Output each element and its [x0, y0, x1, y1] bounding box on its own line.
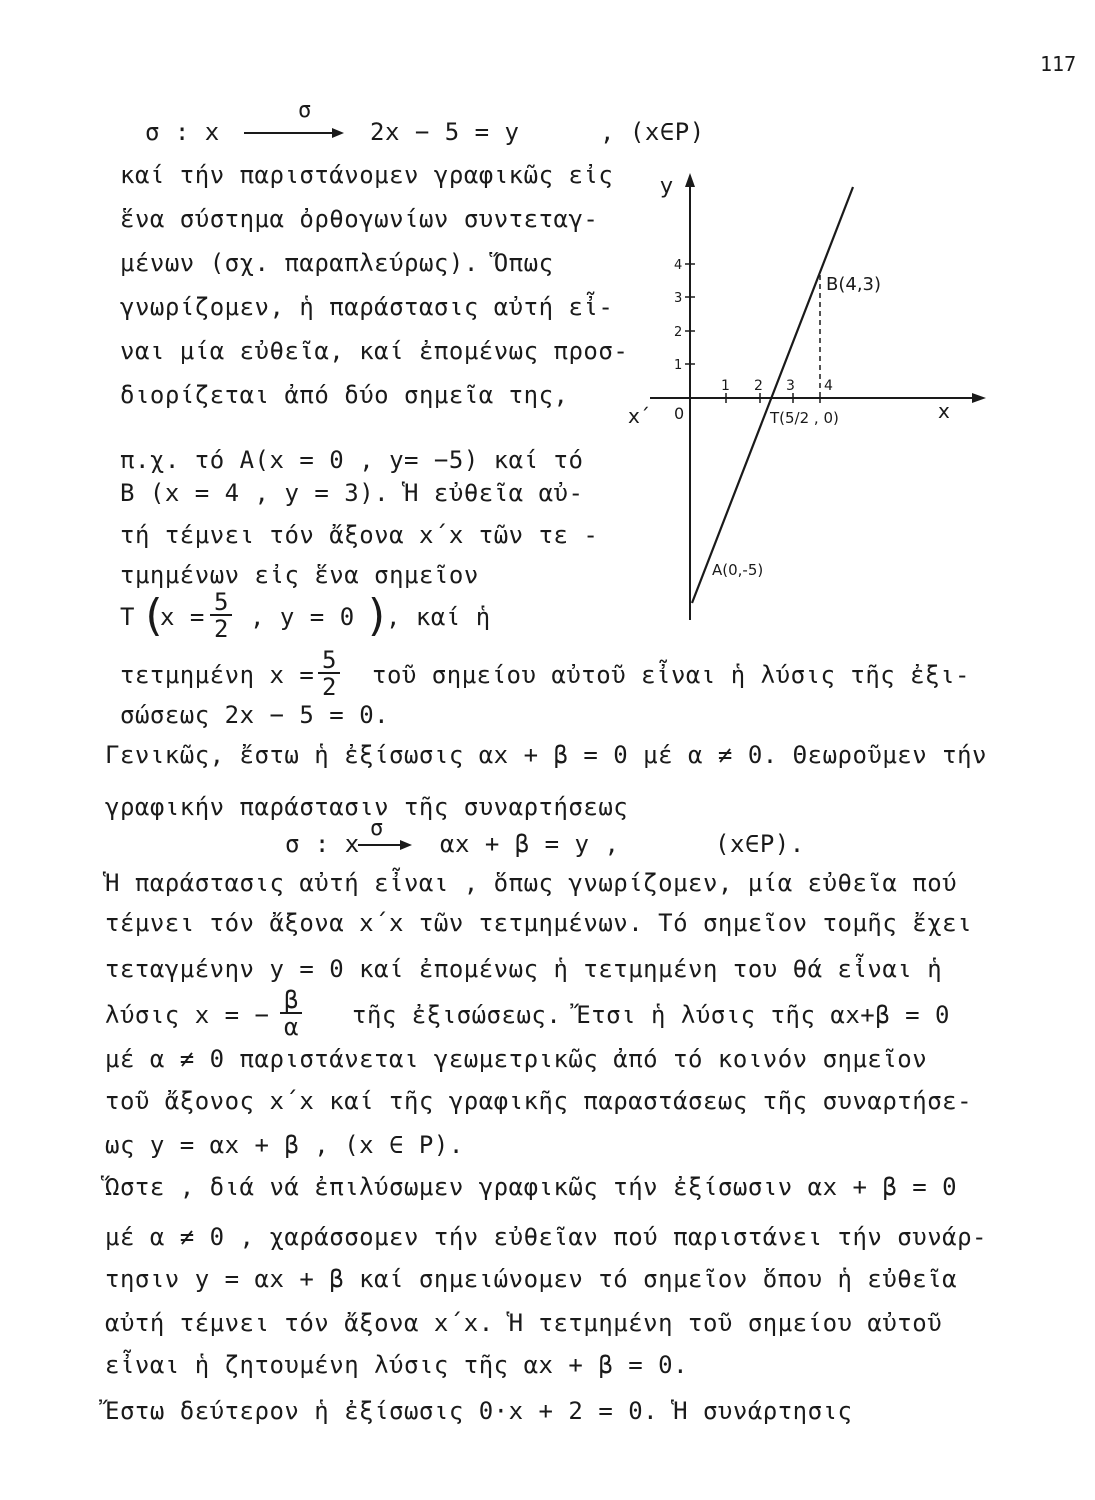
- abscissa-suffix: τοῦ σημείου αὐτοῦ εἶναι ἡ λύσις τῆς ἐξι-: [372, 661, 970, 689]
- t-point-suffix: , καί ἡ: [386, 603, 491, 631]
- x-axis-label: x: [938, 399, 950, 423]
- general-line: τέμνει τόν ἄξονα x΄x τῶν τετμημένων. Τό σημεῖον τομῆς ἔχει: [105, 909, 973, 937]
- conclusion-line: μέ α ≠ 0 , χαράσσομεν τήν εὐθεῖαν πού παριστάνει τήν συνάρ-: [105, 1223, 988, 1251]
- general-line: τοῦ ἄξονος x΄x καί τῆς γραφικῆς παραστάσεως τῆς συναρτήσε-: [105, 1087, 973, 1115]
- point-a-label: A(0,-5): [712, 561, 764, 579]
- general-line: Γενικῶς, ἔστω ἡ ἐξίσωσις αx + β = 0 μέ α ≠ 0. Θεωροῦμεν τήν: [105, 741, 988, 769]
- x-neg-axis-label: x΄: [628, 404, 650, 428]
- intro-line: ἕνα σύστημα ὀρθογωνίων συντεταγ-: [120, 205, 599, 233]
- fraction-denominator: α: [284, 1013, 299, 1041]
- y-tick-label: 4: [674, 258, 683, 273]
- general-line: τεταγμένην y = 0 καί ἐπομένως ἡ τετμημένη του θά εἶναι ἡ: [105, 955, 943, 983]
- intro-line: ναι μία εὐθεῖα, καί ἐπομένως προσ-: [120, 337, 629, 365]
- page-number: 117: [1040, 52, 1077, 76]
- general-mapping-arrow-icon: [356, 838, 416, 852]
- conclusion-line: αὐτή τέμνει τόν ἄξονα x΄x. Ἡ τετμημένη τοῦ σημείου αὐτοῦ: [105, 1309, 943, 1337]
- graph-line: [692, 187, 853, 603]
- solution-suffix: τῆς ἐξισώσεως. Ἔτσι ἡ λύσις τῆς αx+β = 0: [352, 1001, 950, 1029]
- y-tick-label: 3: [674, 291, 683, 306]
- mapping-arrow-icon: [242, 126, 347, 140]
- intro-line: B (x = 4 , y = 3). Ἡ εὐθεῖα αὐ-: [120, 479, 584, 507]
- intro-mapping-rhs: 2x − 5 = y: [370, 118, 520, 146]
- fraction-numerator: 5: [318, 648, 340, 674]
- fraction-denominator: 2: [214, 615, 229, 643]
- intro-line: μένων (σχ. παραπλεύρως). Ὅπως: [120, 249, 554, 277]
- general-line: μέ α ≠ 0 παριστάνεται γεωμετρικῶς ἀπό τό κοινόν σημεῖον: [105, 1045, 928, 1073]
- general-mapping-rhs: αx + β = y ,: [440, 830, 620, 858]
- intro-mapping-lhs: σ : x: [145, 118, 220, 146]
- t-point-open-paren: (: [140, 590, 167, 641]
- equation-line: σώσεως 2x − 5 = 0.: [120, 701, 390, 729]
- origin-label: 0: [674, 404, 685, 423]
- conclusion-line: Ὥστε , διά νά ἐπιλύσωμεν γραφικῶς τήν ἐξίσωσιν αx + β = 0: [105, 1173, 958, 1201]
- point-b-label: B(4,3): [826, 274, 882, 295]
- t-point-x: x =: [160, 603, 205, 631]
- x-tick-label: 3: [786, 378, 795, 394]
- t-point-close-paren: ): [364, 590, 391, 641]
- fraction-numerator: β: [280, 988, 302, 1014]
- y-tick-label: 1: [674, 358, 683, 373]
- x-axis-arrow-icon: [972, 393, 986, 403]
- point-t-label: T(5/2 , 0): [770, 409, 839, 427]
- intro-line: διορίζεται ἀπό δύο σημεῖα της,: [120, 381, 569, 409]
- coordinate-graph: [620, 165, 990, 625]
- general-line: γραφικήν παράστασιν τῆς συναρτήσεως: [105, 793, 629, 821]
- intro-line: τή τέμνει τόν ἄξονα x΄x τῶν τε -: [120, 521, 599, 549]
- t-point-prefix: T: [120, 603, 135, 631]
- intro-line: π.χ. τό A(x = 0 , y= −5) καί τό: [120, 446, 584, 474]
- solution-prefix: λύσις x = −: [105, 1001, 270, 1029]
- fraction-denominator: 2: [322, 673, 337, 701]
- intro-sigma-label: σ: [298, 98, 312, 123]
- y-axis-label: y: [660, 174, 674, 199]
- conclusion-line: εἶναι ἡ ζητουμένη λύσις τῆς αx + β = 0.: [105, 1351, 689, 1379]
- fraction-numerator: 5: [210, 590, 232, 616]
- intro-mapping-domain: , (x∈P): [600, 118, 705, 146]
- general-line: ως y = αx + β , (x ∈ P).: [105, 1131, 464, 1159]
- conclusion-line: τησιν y = αx + β καί σημειώνομεν τό σημεῖον ὅπου ἡ εὐθεῖα: [105, 1265, 958, 1293]
- general-sigma-label: σ: [370, 816, 384, 841]
- y-axis-arrow-icon: [685, 173, 695, 187]
- intro-line: γνωρίζομεν, ἡ παράστασις αὐτή εἶ-: [120, 293, 614, 321]
- intro-line: καί τήν παριστάνομεν γραφικῶς εἰς: [120, 161, 614, 189]
- x-tick-label: 1: [721, 378, 730, 394]
- general-line: Ἡ παράστασις αὐτή εἶναι , ὅπως γνωρίζομεν, μία εὐθεῖα πού: [105, 869, 958, 897]
- intro-line: τμημένων εἰς ἕνα σημεῖον: [120, 561, 479, 589]
- x-tick-label: 4: [824, 378, 833, 394]
- x-tick-label: 2: [754, 378, 763, 394]
- t-point-y: , y = 0: [250, 603, 355, 631]
- y-tick-label: 2: [674, 325, 683, 340]
- general-mapping-lhs: σ : x: [285, 830, 360, 858]
- conclusion-line: Ἔστω δεύτερον ἡ ἐξίσωσις 0·x + 2 = 0. Ἡ συνάρτησις: [105, 1397, 853, 1425]
- abscissa-fraction: [318, 648, 340, 700]
- general-mapping-domain: (x∈P).: [715, 830, 805, 858]
- solution-fraction: [280, 988, 302, 1040]
- abscissa-prefix: τετμημένη x =: [120, 661, 315, 689]
- t-point-fraction: [210, 590, 232, 642]
